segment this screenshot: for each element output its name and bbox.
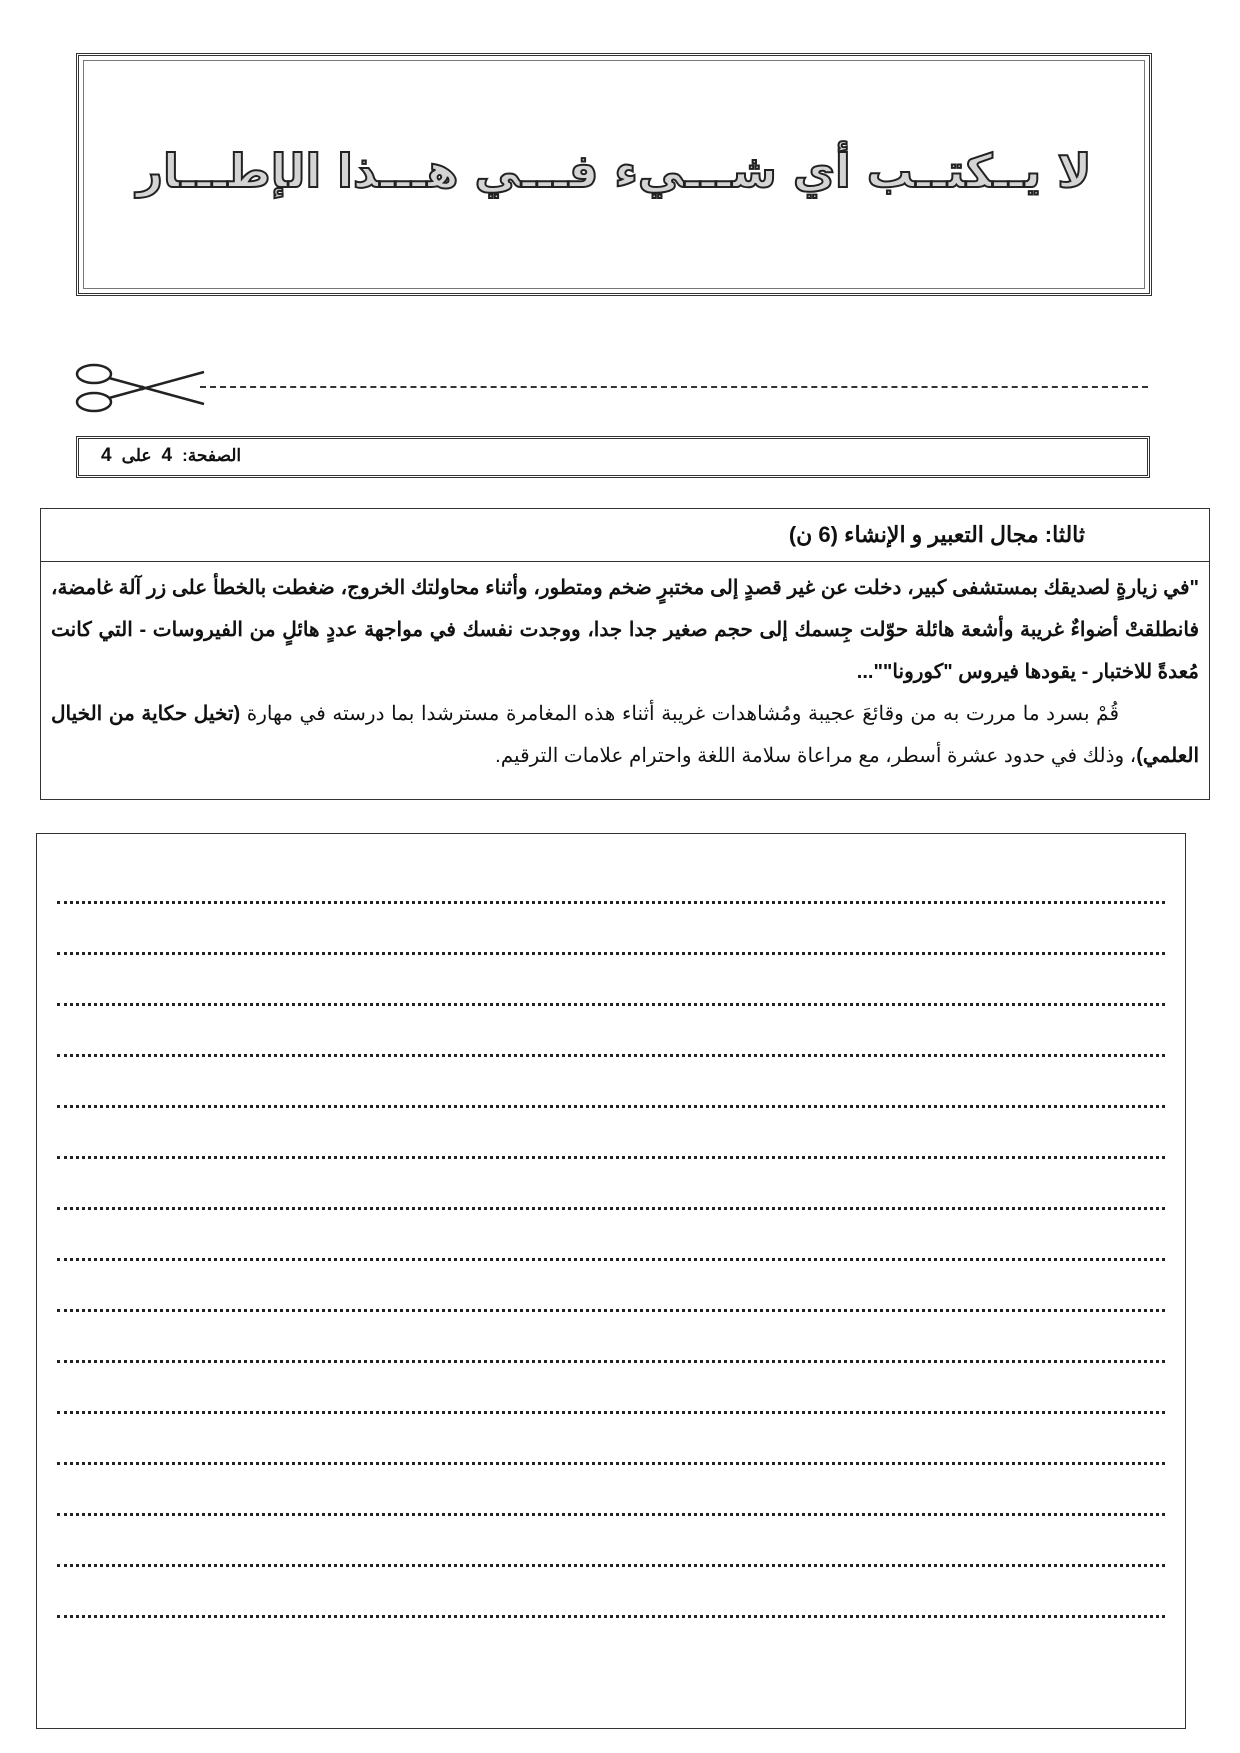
answer-line[interactable]: [57, 1207, 1165, 1210]
answer-line[interactable]: [57, 1564, 1165, 1567]
question-body: [51, 567, 1199, 777]
answer-line[interactable]: [57, 1360, 1165, 1363]
answer-line[interactable]: [57, 1156, 1165, 1159]
answer-line[interactable]: [57, 1003, 1165, 1006]
question-prompt-scenario: "في زيارةٍ لصديقك بمستشفى كبير، دخلت عن غير قصدٍ إلى مختبرٍ ضخم ومتطور، وأثناء محاولتك الخروج، ضغطت بالخطأ على زر آلة غامضة، فانطلقتْ أضواءٌ غريبة وأشعة هائلة حوّلت جِسمك إلى حجم صغير جدا جدا، ووجدت نفسك في مواجهة عددٍ هائلٍ من الفيروسات - التي كانت مُعدةً للاختبار - يقودها فيروس "كورونا""...: [51, 577, 1199, 683]
no-writing-frame: [76, 53, 1152, 296]
answer-line[interactable]: [57, 1462, 1165, 1465]
answer-line[interactable]: [57, 1309, 1165, 1312]
task-lead: قُمْ بسرد ما مررت به من وقائعَ عجيبة ومُشاهدات غريبة أثناء هذه المغامرة مسترشدا بما درسته في مهارة: [246, 703, 1120, 725]
task-skill: (تخيل حكاية من الخيال العلمي): [51, 703, 1199, 767]
answer-line[interactable]: [57, 1054, 1165, 1057]
answer-line[interactable]: [57, 952, 1165, 955]
task-tail: ، وذلك في حدود عشرة أسطر، مع مراعاة سلامة اللغة واحترام علامات الترقيم.: [495, 745, 1137, 767]
page-label: الصفحة:: [182, 446, 242, 465]
answer-line[interactable]: [57, 1615, 1165, 1618]
question-title: ثالثا: مجال التعبير و الإنشاء (6 ن): [41, 509, 1209, 562]
question-box: [40, 508, 1210, 800]
scissors-icon: [72, 360, 212, 416]
page-current: 4: [161, 445, 173, 466]
answer-line[interactable]: [57, 1411, 1165, 1414]
page-of: على: [121, 446, 152, 465]
question-prompt-task: [51, 693, 1199, 777]
answer-area[interactable]: [36, 833, 1186, 1729]
page-number-bar: [76, 436, 1150, 478]
answer-line[interactable]: [57, 901, 1165, 904]
no-writing-notice: لا يــكتــب أي شـــيء فـــي هـــذا الإطـــار: [136, 144, 1092, 198]
answer-line[interactable]: [57, 1513, 1165, 1516]
answer-line[interactable]: [57, 1105, 1165, 1108]
answer-line[interactable]: [57, 1258, 1165, 1261]
cut-line: [200, 386, 1148, 388]
page-total: 4: [101, 445, 112, 466]
page-number: [91, 445, 241, 467]
